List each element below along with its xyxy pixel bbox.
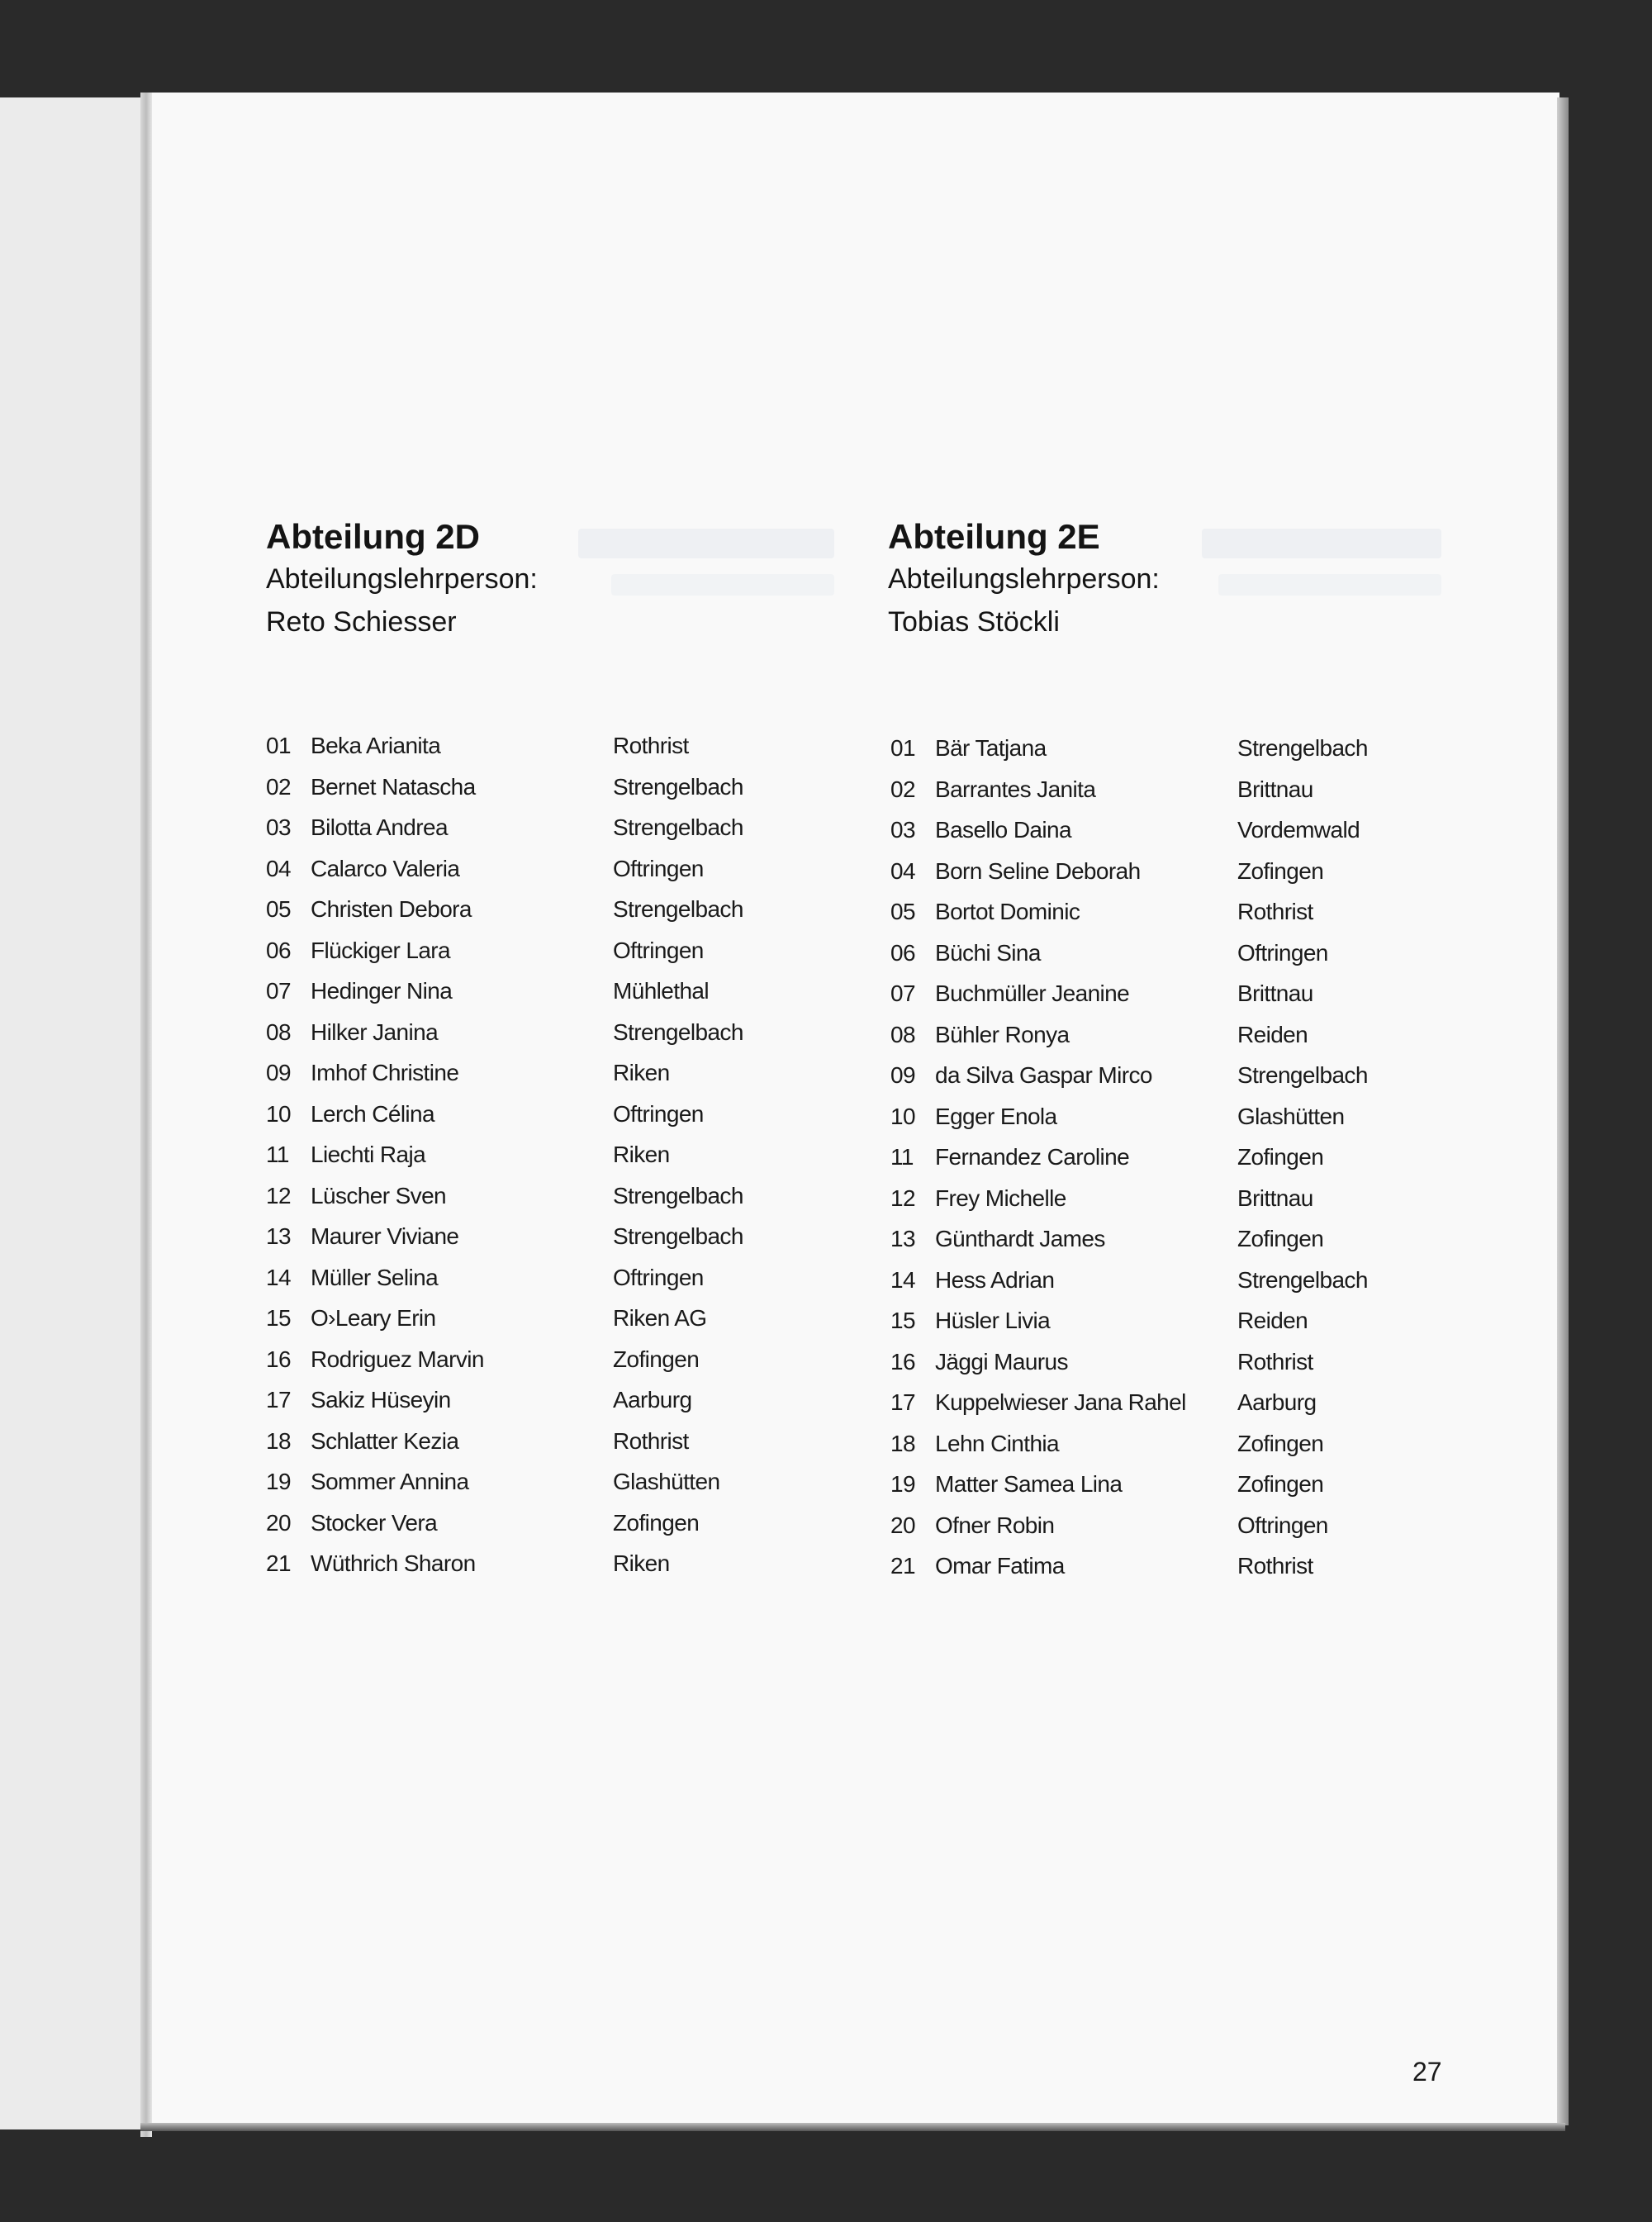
section-title: Abteilung 2E <box>888 517 1100 556</box>
student-town: Strengelbach <box>1237 1266 1368 1293</box>
student-number: 13 <box>890 1226 915 1251</box>
student-name: Hilker Janina <box>311 1018 439 1045</box>
student-number: 05 <box>890 899 915 924</box>
student-number: 17 <box>890 1389 915 1415</box>
student-number: 17 <box>266 1387 291 1412</box>
student-town: Strengelbach <box>613 1182 743 1208</box>
student-name: Sommer Annina <box>311 1469 469 1494</box>
student-town: Brittnau <box>1237 980 1313 1006</box>
student-town: Brittnau <box>1237 776 1313 802</box>
student-town: Zofingen <box>1237 1226 1324 1251</box>
student-number: 11 <box>890 1144 914 1170</box>
page-gutter <box>140 93 152 2137</box>
student-town: Riken <box>613 1142 670 1167</box>
student-name: Lerch Célina <box>311 1100 434 1127</box>
section-2d-header <box>266 516 538 643</box>
section-2d-student-list <box>266 729 795 1576</box>
student-town: Rothrist <box>1237 899 1313 924</box>
student-number: 18 <box>266 1427 291 1454</box>
student-name: Müller Selina <box>311 1264 439 1290</box>
student-town: Zofingen <box>1237 1471 1324 1497</box>
student-town: Strengelbach <box>613 896 743 922</box>
bleed-through-texture-right <box>1202 529 1450 620</box>
student-town: Zofingen <box>1237 1430 1324 1456</box>
student-name: Born Seline Deborah <box>935 857 1141 884</box>
student-name: Egger Enola <box>935 1103 1057 1129</box>
student-town: Vordemwald <box>1237 817 1360 843</box>
student-town: Brittnau <box>1237 1185 1313 1211</box>
student-name: Hüsler Livia <box>935 1308 1051 1333</box>
student-number: 15 <box>890 1308 915 1333</box>
student-number: 16 <box>266 1346 291 1372</box>
student-name: da Silva Gaspar Mirco <box>935 1062 1152 1088</box>
student-number: 20 <box>266 1509 291 1536</box>
student-number: 14 <box>890 1266 915 1293</box>
student-town: Riken AG <box>613 1305 707 1331</box>
student-name: Büchi Sina <box>935 939 1041 966</box>
student-name: Bernet Natascha <box>311 773 476 800</box>
student-number: 09 <box>890 1062 915 1088</box>
student-name: Hess Adrian <box>935 1266 1055 1293</box>
student-name: Sakiz Hüseyin <box>311 1387 451 1412</box>
student-town: Oftringen <box>1237 1512 1328 1538</box>
student-town: Glashütten <box>613 1469 720 1494</box>
teacher-label: Abteilungslehrperson: <box>888 563 1160 595</box>
previous-page-edge <box>0 97 147 2129</box>
student-name: Frey Michelle <box>935 1185 1066 1211</box>
student-name: Imhof Christine <box>311 1060 459 1085</box>
student-number: 06 <box>890 939 915 966</box>
student-town: Zofingen <box>613 1509 700 1536</box>
student-name: Barrantes Janita <box>935 776 1096 802</box>
student-town: Glashütten <box>1237 1103 1345 1129</box>
student-number: 04 <box>266 855 291 881</box>
student-town: Zofingen <box>1237 857 1324 884</box>
student-number: 10 <box>890 1103 915 1129</box>
teacher-label: Abteilungslehrperson: <box>266 563 538 595</box>
student-number: 02 <box>890 776 915 802</box>
section-2e-header <box>888 516 1160 643</box>
student-town: Mühlethal <box>613 978 710 1004</box>
section-2e-student-list <box>890 732 1469 1579</box>
student-number: 19 <box>890 1471 915 1497</box>
student-number: 01 <box>266 733 291 758</box>
page-edge-shadow <box>1557 97 1569 2125</box>
student-town: Strengelbach <box>613 1223 743 1249</box>
student-town: Riken <box>613 1550 670 1576</box>
student-name: Bilotta Andrea <box>311 814 448 840</box>
student-number: 03 <box>890 817 915 843</box>
student-name: Christen Debora <box>311 896 472 922</box>
student-number: 10 <box>266 1100 291 1127</box>
student-number: 08 <box>890 1021 915 1047</box>
student-town: Oftringen <box>613 855 704 881</box>
student-name: Basello Daina <box>935 817 1071 843</box>
student-name: Flückiger Lara <box>311 937 451 963</box>
student-name: Wüthrich Sharon <box>311 1550 476 1576</box>
student-number: 18 <box>890 1430 915 1456</box>
student-town: Aarburg <box>1237 1389 1317 1415</box>
student-number: 09 <box>266 1060 291 1085</box>
student-name: O›Leary Erin <box>311 1305 436 1331</box>
student-town: Rothrist <box>1237 1348 1313 1375</box>
student-town: Reiden <box>1237 1308 1308 1333</box>
student-number: 03 <box>266 814 291 840</box>
student-number: 15 <box>266 1305 291 1331</box>
student-town: Oftringen <box>613 1264 704 1290</box>
student-name: Calarco Valeria <box>311 855 460 881</box>
student-town: Oftringen <box>1237 939 1328 966</box>
student-name: Beka Arianita <box>311 733 441 758</box>
student-town: Rothrist <box>613 1427 689 1454</box>
student-number: 11 <box>266 1142 289 1167</box>
student-town: Zofingen <box>613 1346 700 1372</box>
student-town: Oftringen <box>613 937 704 963</box>
student-name: Bühler Ronya <box>935 1021 1070 1047</box>
student-town: Riken <box>613 1060 670 1085</box>
student-name: Ofner Robin <box>935 1512 1055 1538</box>
teacher-name: Tobias Stöckli <box>888 606 1060 638</box>
student-number: 07 <box>266 978 291 1004</box>
student-name: Hedinger Nina <box>311 978 453 1004</box>
student-name: Bär Tatjana <box>935 735 1047 761</box>
student-number: 02 <box>266 773 291 800</box>
student-name: Jäggi Maurus <box>935 1348 1068 1375</box>
student-town: Strengelbach <box>1237 1062 1368 1088</box>
student-number: 07 <box>890 980 915 1006</box>
page-bottom-edge <box>140 2123 1565 2131</box>
teacher-name: Reto Schiesser <box>266 606 457 638</box>
student-number: 14 <box>266 1264 291 1290</box>
student-number: 20 <box>890 1512 915 1538</box>
student-number: 05 <box>266 896 291 922</box>
bleed-through-texture <box>578 529 851 620</box>
student-name: Omar Fatima <box>935 1553 1065 1579</box>
student-name: Fernandez Caroline <box>935 1144 1130 1170</box>
student-number: 21 <box>266 1550 291 1576</box>
student-number: 01 <box>890 735 915 761</box>
page-number: 27 <box>1412 2057 1442 2087</box>
student-name: Stocker Vera <box>311 1509 438 1536</box>
student-number: 06 <box>266 937 291 963</box>
student-name: Maurer Viviane <box>311 1223 459 1249</box>
student-name: Günthardt James <box>935 1226 1105 1251</box>
student-number: 21 <box>890 1553 915 1579</box>
student-town: Strengelbach <box>613 773 743 800</box>
student-name: Kuppelwieser Jana Rahel <box>935 1389 1186 1415</box>
student-town: Strengelbach <box>1237 735 1368 761</box>
student-number: 08 <box>266 1018 291 1045</box>
student-number: 13 <box>266 1223 291 1249</box>
student-name: Buchmüller Jeanine <box>935 980 1130 1006</box>
student-name: Rodriguez Marvin <box>311 1346 484 1372</box>
student-name: Liechti Raja <box>311 1142 426 1167</box>
student-town: Reiden <box>1237 1021 1308 1047</box>
student-town: Strengelbach <box>613 1018 743 1045</box>
student-town: Aarburg <box>613 1387 692 1412</box>
student-town: Rothrist <box>613 733 689 758</box>
student-town: Zofingen <box>1237 1144 1324 1170</box>
student-name: Matter Samea Lina <box>935 1471 1123 1497</box>
student-number: 04 <box>890 857 915 884</box>
student-town: Strengelbach <box>613 814 743 840</box>
student-name: Schlatter Kezia <box>311 1427 459 1454</box>
student-name: Lüscher Sven <box>311 1182 447 1208</box>
student-number: 19 <box>266 1469 291 1494</box>
student-name: Lehn Cinthia <box>935 1430 1060 1456</box>
student-number: 16 <box>890 1348 915 1375</box>
student-town: Rothrist <box>1237 1553 1313 1579</box>
section-title: Abteilung 2D <box>266 517 480 556</box>
student-town: Oftringen <box>613 1100 704 1127</box>
student-number: 12 <box>266 1182 291 1208</box>
student-number: 12 <box>890 1185 915 1211</box>
student-name: Bortot Dominic <box>935 899 1080 924</box>
